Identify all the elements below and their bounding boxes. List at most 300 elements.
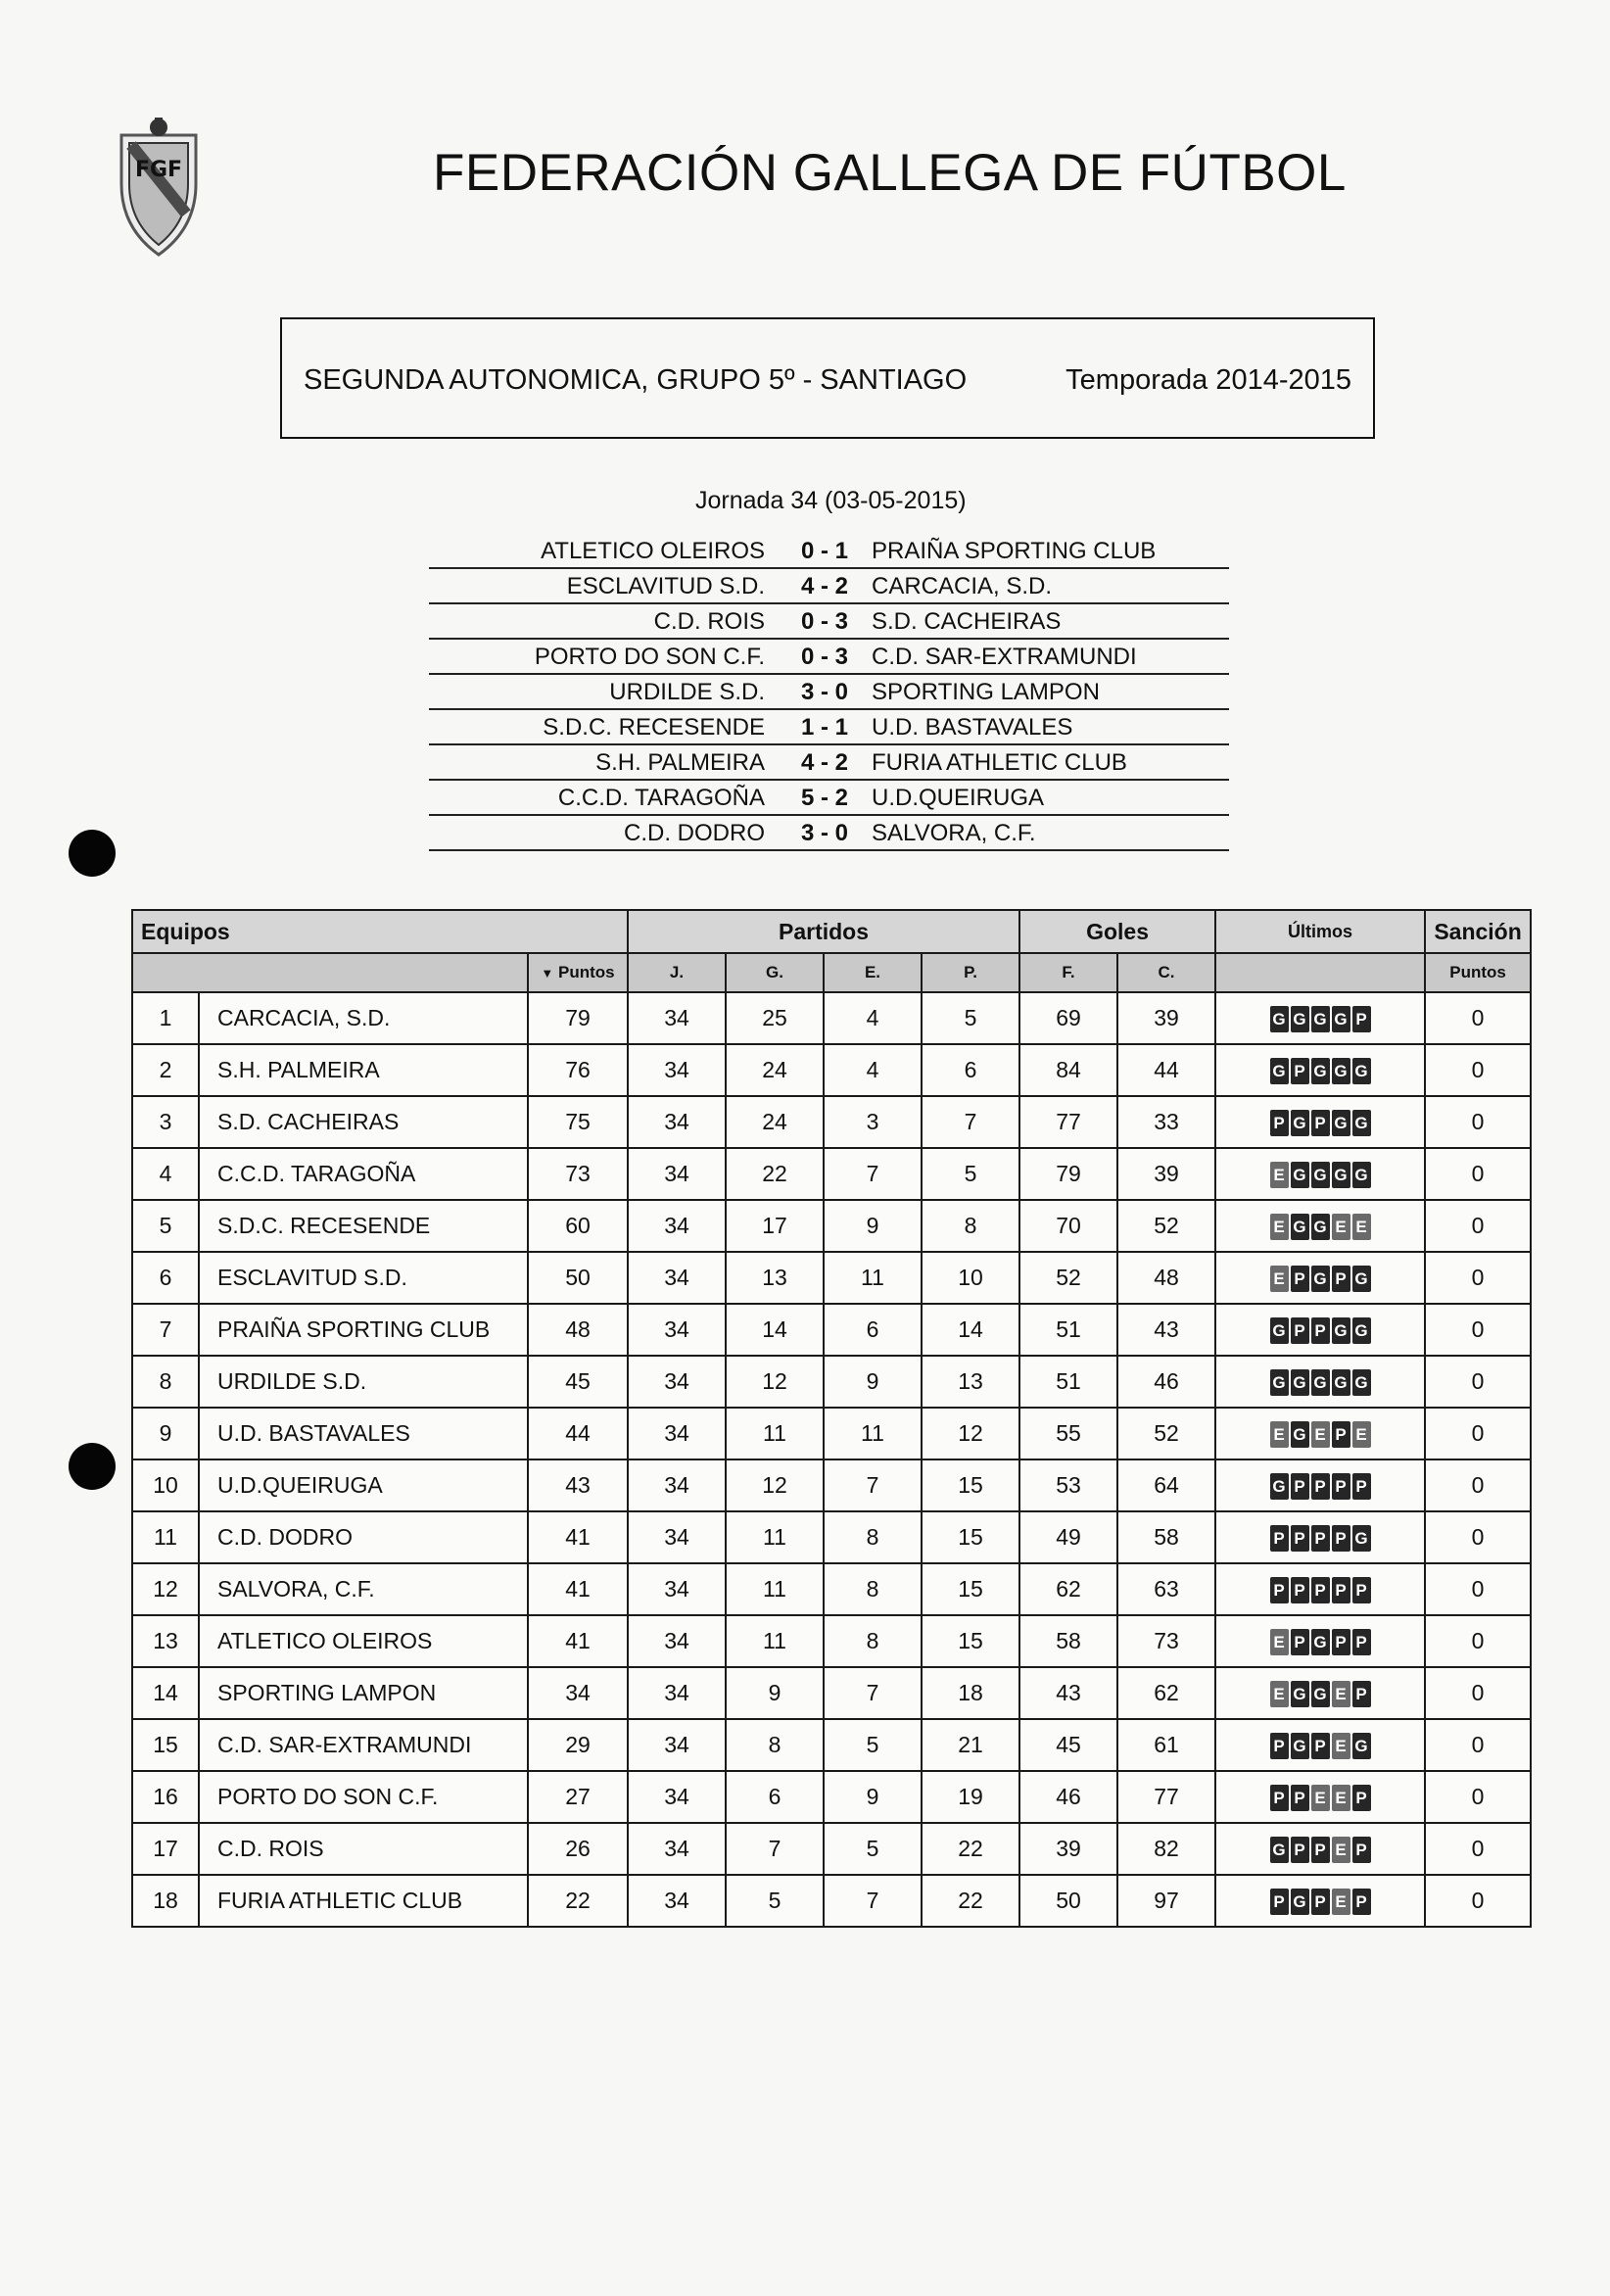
- result-badge: E: [1332, 1733, 1350, 1759]
- result-badge: P: [1332, 1629, 1350, 1655]
- goals-against: 58: [1117, 1511, 1215, 1563]
- result-badge: G: [1291, 1733, 1309, 1759]
- position: 12: [132, 1563, 199, 1615]
- result-badge: G: [1270, 1317, 1289, 1344]
- position: 2: [132, 1044, 199, 1096]
- position: 11: [132, 1511, 199, 1563]
- table-row: [132, 1096, 1531, 1148]
- result-badge: E: [1311, 1421, 1330, 1448]
- home-team: ATLETICO OLEIROS: [541, 538, 765, 564]
- lost: 10: [922, 1252, 1019, 1304]
- drawn: 7: [824, 1148, 922, 1200]
- drawn: 8: [824, 1511, 922, 1563]
- won: 12: [726, 1459, 824, 1511]
- standings-table: [131, 909, 1530, 1928]
- goals-against: 61: [1117, 1719, 1215, 1771]
- result-badge: G: [1270, 1473, 1289, 1500]
- team-name: U.D.QUEIRUGA: [199, 1459, 528, 1511]
- lost: 8: [922, 1200, 1019, 1252]
- points: 22: [528, 1875, 628, 1927]
- lost: 15: [922, 1615, 1019, 1667]
- sanction-points: 0: [1425, 1667, 1531, 1719]
- result-badge: P: [1352, 1577, 1371, 1603]
- result-badge: G: [1270, 1058, 1289, 1084]
- last-results: [1215, 1408, 1425, 1459]
- table-row: [132, 992, 1531, 1044]
- team-name: SPORTING LAMPON: [199, 1667, 528, 1719]
- lost: 15: [922, 1563, 1019, 1615]
- federation-crest-logo: [110, 116, 208, 263]
- result-badge: G: [1332, 1110, 1350, 1136]
- result-badge: G: [1332, 1317, 1350, 1344]
- result-row: [429, 675, 1229, 710]
- lost: 5: [922, 992, 1019, 1044]
- goals-for: 43: [1019, 1667, 1117, 1719]
- goals-for: 62: [1019, 1563, 1117, 1615]
- played: 34: [628, 1408, 726, 1459]
- result-badge: G: [1352, 1317, 1371, 1344]
- sanction-points: 0: [1425, 1563, 1531, 1615]
- goals-for: 79: [1019, 1148, 1117, 1200]
- result-badge: P: [1270, 1785, 1289, 1811]
- lost: 15: [922, 1511, 1019, 1563]
- matchday-label: Jornada 34 (03-05-2015): [695, 487, 967, 514]
- played: 34: [628, 1252, 726, 1304]
- goals-for: 52: [1019, 1252, 1117, 1304]
- competition-header-box: [280, 317, 1375, 439]
- result-badge: G: [1291, 1889, 1309, 1915]
- played: 34: [628, 1356, 726, 1408]
- drawn: 7: [824, 1875, 922, 1927]
- points: 75: [528, 1096, 628, 1148]
- team-name: S.H. PALMEIRA: [199, 1044, 528, 1096]
- result-badge: G: [1311, 1369, 1330, 1396]
- result-badge: G: [1311, 1006, 1330, 1032]
- result-badge: G: [1352, 1733, 1371, 1759]
- goals-for: 51: [1019, 1304, 1117, 1356]
- result-badge: P: [1311, 1317, 1330, 1344]
- last-results: [1215, 1096, 1425, 1148]
- drawn: 5: [824, 1823, 922, 1875]
- table-row: [132, 1563, 1531, 1615]
- won: 11: [726, 1511, 824, 1563]
- points: 50: [528, 1252, 628, 1304]
- points: 41: [528, 1615, 628, 1667]
- goals-for: 45: [1019, 1719, 1117, 1771]
- team-name: FURIA ATHLETIC CLUB: [199, 1875, 528, 1927]
- table-row: [132, 1304, 1531, 1356]
- sanction-points: 0: [1425, 1252, 1531, 1304]
- team-name: C.C.D. TARAGOÑA: [199, 1148, 528, 1200]
- played: 34: [628, 1615, 726, 1667]
- drawn: 4: [824, 992, 922, 1044]
- sanction-points: 0: [1425, 1408, 1531, 1459]
- result-badge: P: [1291, 1837, 1309, 1863]
- result-badge: G: [1291, 1681, 1309, 1707]
- won: 9: [726, 1667, 824, 1719]
- last-results: [1215, 1823, 1425, 1875]
- result-badge: G: [1291, 1110, 1309, 1136]
- played: 34: [628, 1823, 726, 1875]
- lost: 12: [922, 1408, 1019, 1459]
- goals-against: 44: [1117, 1044, 1215, 1096]
- result-badge: P: [1291, 1629, 1309, 1655]
- goals-against: 46: [1117, 1356, 1215, 1408]
- played: 34: [628, 1563, 726, 1615]
- result-badge: P: [1311, 1837, 1330, 1863]
- home-team: C.D. ROIS: [653, 608, 765, 635]
- won: 11: [726, 1615, 824, 1667]
- played: 34: [628, 1667, 726, 1719]
- header-partidos: Partidos: [628, 910, 1019, 953]
- last-results: [1215, 1356, 1425, 1408]
- result-badge: G: [1311, 1162, 1330, 1188]
- team-name: CARCACIA, S.D.: [199, 992, 528, 1044]
- points: 44: [528, 1408, 628, 1459]
- result-badge: G: [1332, 1162, 1350, 1188]
- goals-against: 39: [1117, 992, 1215, 1044]
- home-team: S.H. PALMEIRA: [595, 749, 765, 776]
- sanction-points: 0: [1425, 1304, 1531, 1356]
- result-badge: P: [1332, 1421, 1350, 1448]
- goals-against: 39: [1117, 1148, 1215, 1200]
- goals-against: 77: [1117, 1771, 1215, 1823]
- table-row: [132, 1615, 1531, 1667]
- match-score: 3 - 0: [801, 820, 849, 846]
- drawn: 11: [824, 1408, 922, 1459]
- season-label: Temporada 2014-2015: [1065, 364, 1351, 396]
- points: 27: [528, 1771, 628, 1823]
- table-row: [132, 1875, 1531, 1927]
- result-badge: P: [1291, 1577, 1309, 1603]
- result-badge: P: [1311, 1525, 1330, 1552]
- points: 34: [528, 1667, 628, 1719]
- away-team: U.D. BASTAVALES: [872, 714, 1073, 741]
- position: 17: [132, 1823, 199, 1875]
- points: 79: [528, 992, 628, 1044]
- table-row: [132, 1459, 1531, 1511]
- away-team: CARCACIA, S.D.: [872, 573, 1053, 599]
- team-name: C.D. DODRO: [199, 1511, 528, 1563]
- position: 8: [132, 1356, 199, 1408]
- won: 22: [726, 1148, 824, 1200]
- team-name: S.D.C. RECESENDE: [199, 1200, 528, 1252]
- header-blank: [132, 953, 528, 992]
- goals-against: 97: [1117, 1875, 1215, 1927]
- result-row: [429, 745, 1229, 781]
- played: 34: [628, 1771, 726, 1823]
- table-row: [132, 1148, 1531, 1200]
- sanction-points: 0: [1425, 1511, 1531, 1563]
- match-score: 0 - 3: [801, 644, 849, 670]
- won: 5: [726, 1875, 824, 1927]
- match-score: 5 - 2: [801, 785, 849, 811]
- match-score: 1 - 1: [801, 714, 849, 741]
- table-row: [132, 1408, 1531, 1459]
- sort-desc-icon: ▼: [541, 966, 554, 981]
- points: 48: [528, 1304, 628, 1356]
- drawn: 9: [824, 1356, 922, 1408]
- last-results: [1215, 1771, 1425, 1823]
- away-team: FURIA ATHLETIC CLUB: [872, 749, 1127, 776]
- drawn: 11: [824, 1252, 922, 1304]
- sanction-points: 0: [1425, 1719, 1531, 1771]
- away-team: SALVORA, C.F.: [872, 820, 1036, 846]
- result-badge: G: [1291, 1214, 1309, 1240]
- match-score: 3 - 0: [801, 679, 849, 705]
- lost: 18: [922, 1667, 1019, 1719]
- points: 29: [528, 1719, 628, 1771]
- result-badge: G: [1352, 1525, 1371, 1552]
- result-badge: P: [1311, 1110, 1330, 1136]
- team-name: ESCLAVITUD S.D.: [199, 1252, 528, 1304]
- lost: 22: [922, 1823, 1019, 1875]
- table-row: [132, 1200, 1531, 1252]
- won: 24: [726, 1044, 824, 1096]
- position: 13: [132, 1615, 199, 1667]
- drawn: 7: [824, 1667, 922, 1719]
- goals-for: 69: [1019, 992, 1117, 1044]
- column-header-puntos[interactable]: [528, 953, 628, 992]
- won: 25: [726, 992, 824, 1044]
- column-header-sancion-puntos: Puntos: [1425, 953, 1531, 992]
- won: 7: [726, 1823, 824, 1875]
- won: 11: [726, 1563, 824, 1615]
- result-badge: G: [1352, 1369, 1371, 1396]
- result-badge: G: [1352, 1058, 1371, 1084]
- lost: 21: [922, 1719, 1019, 1771]
- team-name: C.D. ROIS: [199, 1823, 528, 1875]
- result-row: [429, 640, 1229, 675]
- column-header-g: G.: [726, 953, 824, 992]
- team-name: PRAIÑA SPORTING CLUB: [199, 1304, 528, 1356]
- result-badge: E: [1270, 1266, 1289, 1292]
- result-badge: G: [1332, 1006, 1350, 1032]
- team-name: PORTO DO SON C.F.: [199, 1771, 528, 1823]
- goals-against: 82: [1117, 1823, 1215, 1875]
- goals-for: 50: [1019, 1875, 1117, 1927]
- drawn: 7: [824, 1459, 922, 1511]
- points: 41: [528, 1563, 628, 1615]
- result-badge: P: [1352, 1889, 1371, 1915]
- team-name: URDILDE S.D.: [199, 1356, 528, 1408]
- column-header-p: P.: [922, 953, 1019, 992]
- last-results: [1215, 992, 1425, 1044]
- position: 10: [132, 1459, 199, 1511]
- goals-for: 58: [1019, 1615, 1117, 1667]
- position: 14: [132, 1667, 199, 1719]
- table-row: [132, 1823, 1531, 1875]
- result-badge: P: [1270, 1889, 1289, 1915]
- last-results: [1215, 1200, 1425, 1252]
- result-badge: P: [1332, 1473, 1350, 1500]
- result-row: [429, 534, 1229, 569]
- played: 34: [628, 1096, 726, 1148]
- goals-for: 55: [1019, 1408, 1117, 1459]
- column-header-f: F.: [1019, 953, 1117, 992]
- crest-letters: FGF: [134, 158, 183, 182]
- home-team: URDILDE S.D.: [609, 679, 765, 705]
- result-badge: G: [1311, 1266, 1330, 1292]
- result-badge: E: [1270, 1421, 1289, 1448]
- goals-against: 43: [1117, 1304, 1215, 1356]
- header-sancion: Sanción: [1425, 910, 1531, 953]
- team-name: U.D. BASTAVALES: [199, 1408, 528, 1459]
- header-equipos: Equipos: [132, 910, 628, 953]
- lost: 5: [922, 1148, 1019, 1200]
- sanction-points: 0: [1425, 1459, 1531, 1511]
- header-goles: Goles: [1019, 910, 1215, 953]
- last-results: [1215, 1252, 1425, 1304]
- result-badge: P: [1291, 1785, 1309, 1811]
- sanction-points: 0: [1425, 1200, 1531, 1252]
- result-badge: E: [1352, 1214, 1371, 1240]
- drawn: 8: [824, 1615, 922, 1667]
- drawn: 9: [824, 1200, 922, 1252]
- points: 76: [528, 1044, 628, 1096]
- position: 6: [132, 1252, 199, 1304]
- position: 7: [132, 1304, 199, 1356]
- drawn: 4: [824, 1044, 922, 1096]
- header-ultimos: Últimos: [1215, 910, 1425, 953]
- sanction-points: 0: [1425, 1044, 1531, 1096]
- goals-against: 73: [1117, 1615, 1215, 1667]
- match-score: 4 - 2: [801, 573, 849, 599]
- lost: 15: [922, 1459, 1019, 1511]
- result-badge: P: [1291, 1266, 1309, 1292]
- result-badge: G: [1332, 1058, 1350, 1084]
- sanction-points: 0: [1425, 1096, 1531, 1148]
- result-badge: E: [1332, 1785, 1350, 1811]
- goals-for: 84: [1019, 1044, 1117, 1096]
- result-row: [429, 569, 1229, 604]
- won: 14: [726, 1304, 824, 1356]
- result-badge: E: [1270, 1681, 1289, 1707]
- table-row: [132, 1044, 1531, 1096]
- lost: 14: [922, 1304, 1019, 1356]
- points: 45: [528, 1356, 628, 1408]
- won: 6: [726, 1771, 824, 1823]
- team-name: C.D. SAR-EXTRAMUNDI: [199, 1719, 528, 1771]
- last-results: [1215, 1148, 1425, 1200]
- punch-hole-top: [69, 830, 116, 877]
- result-badge: P: [1352, 1006, 1371, 1032]
- last-results: [1215, 1667, 1425, 1719]
- sanction-points: 0: [1425, 1875, 1531, 1927]
- played: 34: [628, 1719, 726, 1771]
- won: 11: [726, 1408, 824, 1459]
- home-team: S.D.C. RECESENDE: [543, 714, 765, 741]
- away-team: U.D.QUEIRUGA: [872, 785, 1045, 811]
- goals-against: 48: [1117, 1252, 1215, 1304]
- goals-for: 51: [1019, 1356, 1117, 1408]
- home-team: C.C.D. TARAGOÑA: [557, 785, 765, 811]
- result-badge: P: [1270, 1110, 1289, 1136]
- drawn: 3: [824, 1096, 922, 1148]
- goals-for: 53: [1019, 1459, 1117, 1511]
- won: 13: [726, 1252, 824, 1304]
- goals-for: 39: [1019, 1823, 1117, 1875]
- result-badge: P: [1352, 1629, 1371, 1655]
- played: 34: [628, 1511, 726, 1563]
- result-badge: P: [1352, 1681, 1371, 1707]
- goals-against: 62: [1117, 1667, 1215, 1719]
- page-title: FEDERACIÓN GALLEGA DE FÚTBOL: [433, 144, 1347, 202]
- result-badge: P: [1291, 1525, 1309, 1552]
- won: 17: [726, 1200, 824, 1252]
- result-badge: P: [1270, 1577, 1289, 1603]
- lost: 7: [922, 1096, 1019, 1148]
- sanction-points: 0: [1425, 1823, 1531, 1875]
- puntos-label: Puntos: [558, 963, 615, 981]
- result-badge: G: [1291, 1421, 1309, 1448]
- last-results: [1215, 1511, 1425, 1563]
- result-badge: G: [1311, 1058, 1330, 1084]
- goals-for: 70: [1019, 1200, 1117, 1252]
- played: 34: [628, 992, 726, 1044]
- competition-name: SEGUNDA AUTONOMICA, GRUPO 5º - SANTIAGO: [304, 364, 968, 396]
- position: 15: [132, 1719, 199, 1771]
- sanction-points: 0: [1425, 992, 1531, 1044]
- last-results: [1215, 1719, 1425, 1771]
- result-badge: E: [1332, 1214, 1350, 1240]
- results-list: [429, 534, 1229, 851]
- points: 60: [528, 1200, 628, 1252]
- drawn: 5: [824, 1719, 922, 1771]
- played: 34: [628, 1148, 726, 1200]
- result-badge: P: [1352, 1837, 1371, 1863]
- won: 12: [726, 1356, 824, 1408]
- result-badge: E: [1332, 1837, 1350, 1863]
- result-badge: E: [1332, 1681, 1350, 1707]
- table-row: [132, 1356, 1531, 1408]
- column-header-j: J.: [628, 953, 726, 992]
- points: 41: [528, 1511, 628, 1563]
- position: 1: [132, 992, 199, 1044]
- home-team: PORTO DO SON C.F.: [534, 644, 765, 670]
- last-results: [1215, 1044, 1425, 1096]
- played: 34: [628, 1200, 726, 1252]
- won: 8: [726, 1719, 824, 1771]
- drawn: 8: [824, 1563, 922, 1615]
- lost: 6: [922, 1044, 1019, 1096]
- result-badge: G: [1311, 1681, 1330, 1707]
- result-badge: E: [1270, 1214, 1289, 1240]
- last-results: [1215, 1563, 1425, 1615]
- table-row: [132, 1771, 1531, 1823]
- match-score: 0 - 1: [801, 538, 849, 564]
- position: 16: [132, 1771, 199, 1823]
- result-badge: P: [1311, 1889, 1330, 1915]
- points: 43: [528, 1459, 628, 1511]
- goals-against: 33: [1117, 1096, 1215, 1148]
- table-row: [132, 1719, 1531, 1771]
- played: 34: [628, 1044, 726, 1096]
- result-badge: P: [1311, 1577, 1330, 1603]
- column-header-e: E.: [824, 953, 922, 992]
- result-badge: P: [1291, 1317, 1309, 1344]
- result-badge: E: [1332, 1889, 1350, 1915]
- played: 34: [628, 1875, 726, 1927]
- result-badge: P: [1270, 1525, 1289, 1552]
- away-team: PRAIÑA SPORTING CLUB: [872, 538, 1157, 564]
- result-badge: G: [1352, 1162, 1371, 1188]
- result-badge: P: [1332, 1266, 1350, 1292]
- table-row: [132, 1667, 1531, 1719]
- result-badge: P: [1270, 1733, 1289, 1759]
- result-row: [429, 710, 1229, 745]
- position: 18: [132, 1875, 199, 1927]
